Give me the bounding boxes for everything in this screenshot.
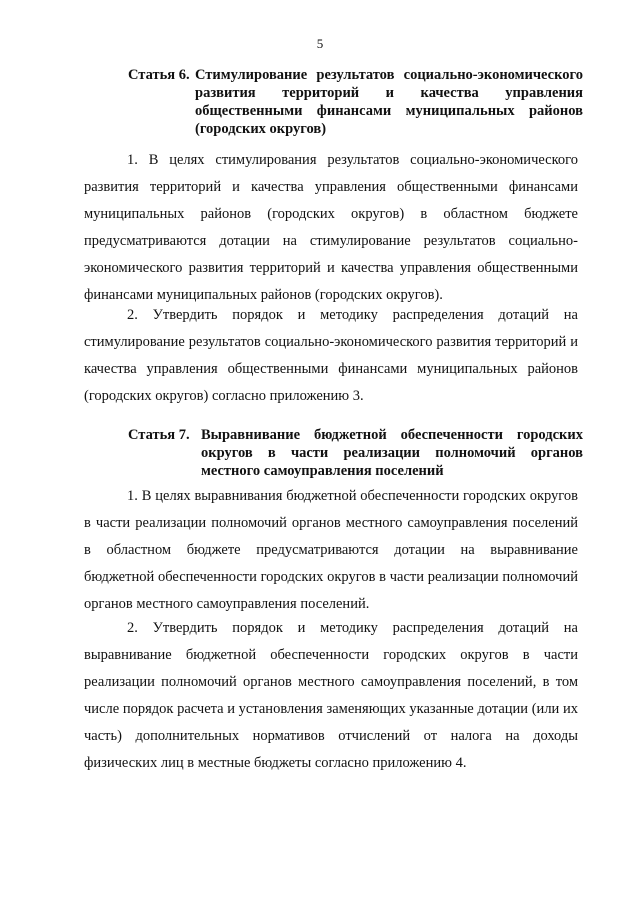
article-6-paragraph-1: 1. В целях стимулирования результатов социально-экономического развития территорий и качества управления общественными финансами муниципальных районов (городских округов) в областном бюджете предусматриваются дотации на стимулирование результатов социально-экономического развития территорий и качества управления общественными финансами муниципальных районов (городских округов). [84,152,578,303]
page-number: 5 [316,36,324,51]
article-7-paragraph-1: 1. В целях выравнивания бюджетной обеспеченности городских округов в части реализации полномочий органов местного самоуправления поселений в областном бюджете предусматриваются дотации на выравнивание бюджетной обеспеченности городских округов в части реализации полномочий органов местного самоуправления поселений. [84,488,578,612]
article-6-paragraph-2: 2. Утвердить порядок и методику распределения дотаций на стимулирование результатов социально-экономического развития территорий и качества управления общественными финансами муниципальных районов (городских округов) согласно приложению 3. [84,307,578,404]
article-7-heading [128,426,583,480]
article-6-title: Стимулирование результатов социально-экономического развития территорий и качества управления общественными финансами муниципальных районов (городских округов) [195,67,583,137]
article-6-heading [128,66,583,138]
article-7-paragraph-2: 2. Утвердить порядок и методику распределения дотаций на выравнивание бюджетной обеспеченности городских округов в части реализации полномочий органов местного самоуправления поселений, в том числе порядок расчета и установления заменяющих указанные дотации (или их часть) дополнительных нормативов отчислений от налога на доходы физических лиц в местные бюджеты согласно приложению 4. [84,620,578,771]
article-7-title: Выравнивание бюджетной обеспеченности городских округов в части реализации полномочий органов местного самоуправления поселений [201,427,583,479]
article-6-label: Статья 6. [128,67,190,83]
article-7-label: Статья 7. [128,427,190,443]
